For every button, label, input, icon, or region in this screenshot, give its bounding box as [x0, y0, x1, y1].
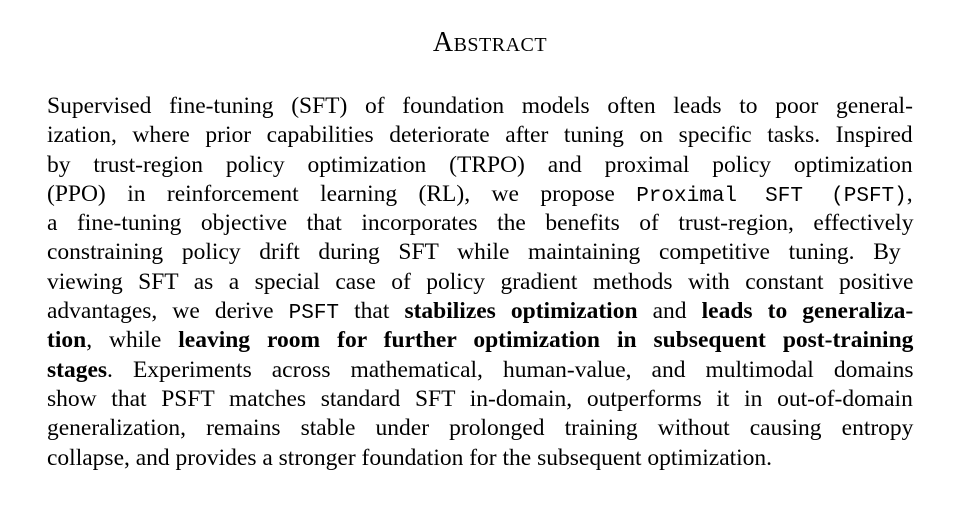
abstract-line-2	[47, 121, 913, 150]
abstract-line-12	[47, 414, 913, 443]
method-abbrev-mono: PSFT	[288, 302, 340, 326]
text-run: . Experiments across mathematical, human-value, and multimodal domains	[107, 356, 914, 383]
text-run: a fine-tuning objective that incorporates the benefits of trust-region, effectively	[47, 210, 914, 237]
bold-run: stages	[47, 356, 108, 383]
abstract-line-3	[47, 151, 913, 180]
text-run: constraining policy drift during SFT while maintaining competitive tuning. By	[47, 239, 901, 266]
text-run: and	[637, 298, 702, 325]
text-run: generalization, remains stable under prolonged training without causing entropy	[47, 415, 914, 442]
abstract-heading: Abstract	[432, 27, 548, 58]
abstract-line-13	[47, 444, 913, 473]
text-run: ization, where prior capabilities deteriorate after tuning on specific tasks. Inspired	[47, 122, 913, 149]
text-run: that	[339, 298, 405, 325]
abstract-line-5	[47, 209, 913, 238]
text-run: ,	[906, 180, 913, 207]
abstract-line-1	[47, 92, 913, 121]
text-run: show that PSFT matches standard SFT in-domain, outperforms it in out-of-domain	[47, 385, 913, 412]
abstract-line-7	[47, 268, 913, 297]
text-run: viewing SFT as a special case of policy gradient methods with constant positive	[47, 268, 914, 295]
text-run: Supervised fine-tuning (SFT) of foundation models often leads to poor general-	[47, 93, 913, 119]
abstract-line-10	[47, 356, 913, 385]
text-run: by trust-region policy optimization (TRPO) and proximal policy optimization	[47, 151, 913, 178]
text-run: , while	[86, 327, 179, 354]
text-run: collapse, and provides a stronger foundation for the subsequent optimization.	[47, 444, 773, 471]
bold-run: stabilizes optimization	[404, 298, 638, 325]
bold-run: leaving room for further optimization in subsequent post-training	[178, 327, 914, 354]
abstract-line-9	[47, 326, 913, 355]
abstract-body	[47, 92, 913, 473]
bold-run: leads to generaliza-	[701, 298, 914, 325]
abstract-line-8	[47, 297, 913, 326]
method-name-mono: Proximal SFT (PSFT)	[636, 184, 907, 208]
abstract-line-11	[47, 385, 913, 414]
abstract-line-6	[47, 238, 913, 267]
bold-run: tion	[47, 327, 87, 354]
abstract-line-4	[47, 180, 913, 209]
text-run: (PPO) in reinforcement learning (RL), we propose	[47, 180, 637, 207]
text-run: advantages, we derive	[47, 298, 289, 325]
